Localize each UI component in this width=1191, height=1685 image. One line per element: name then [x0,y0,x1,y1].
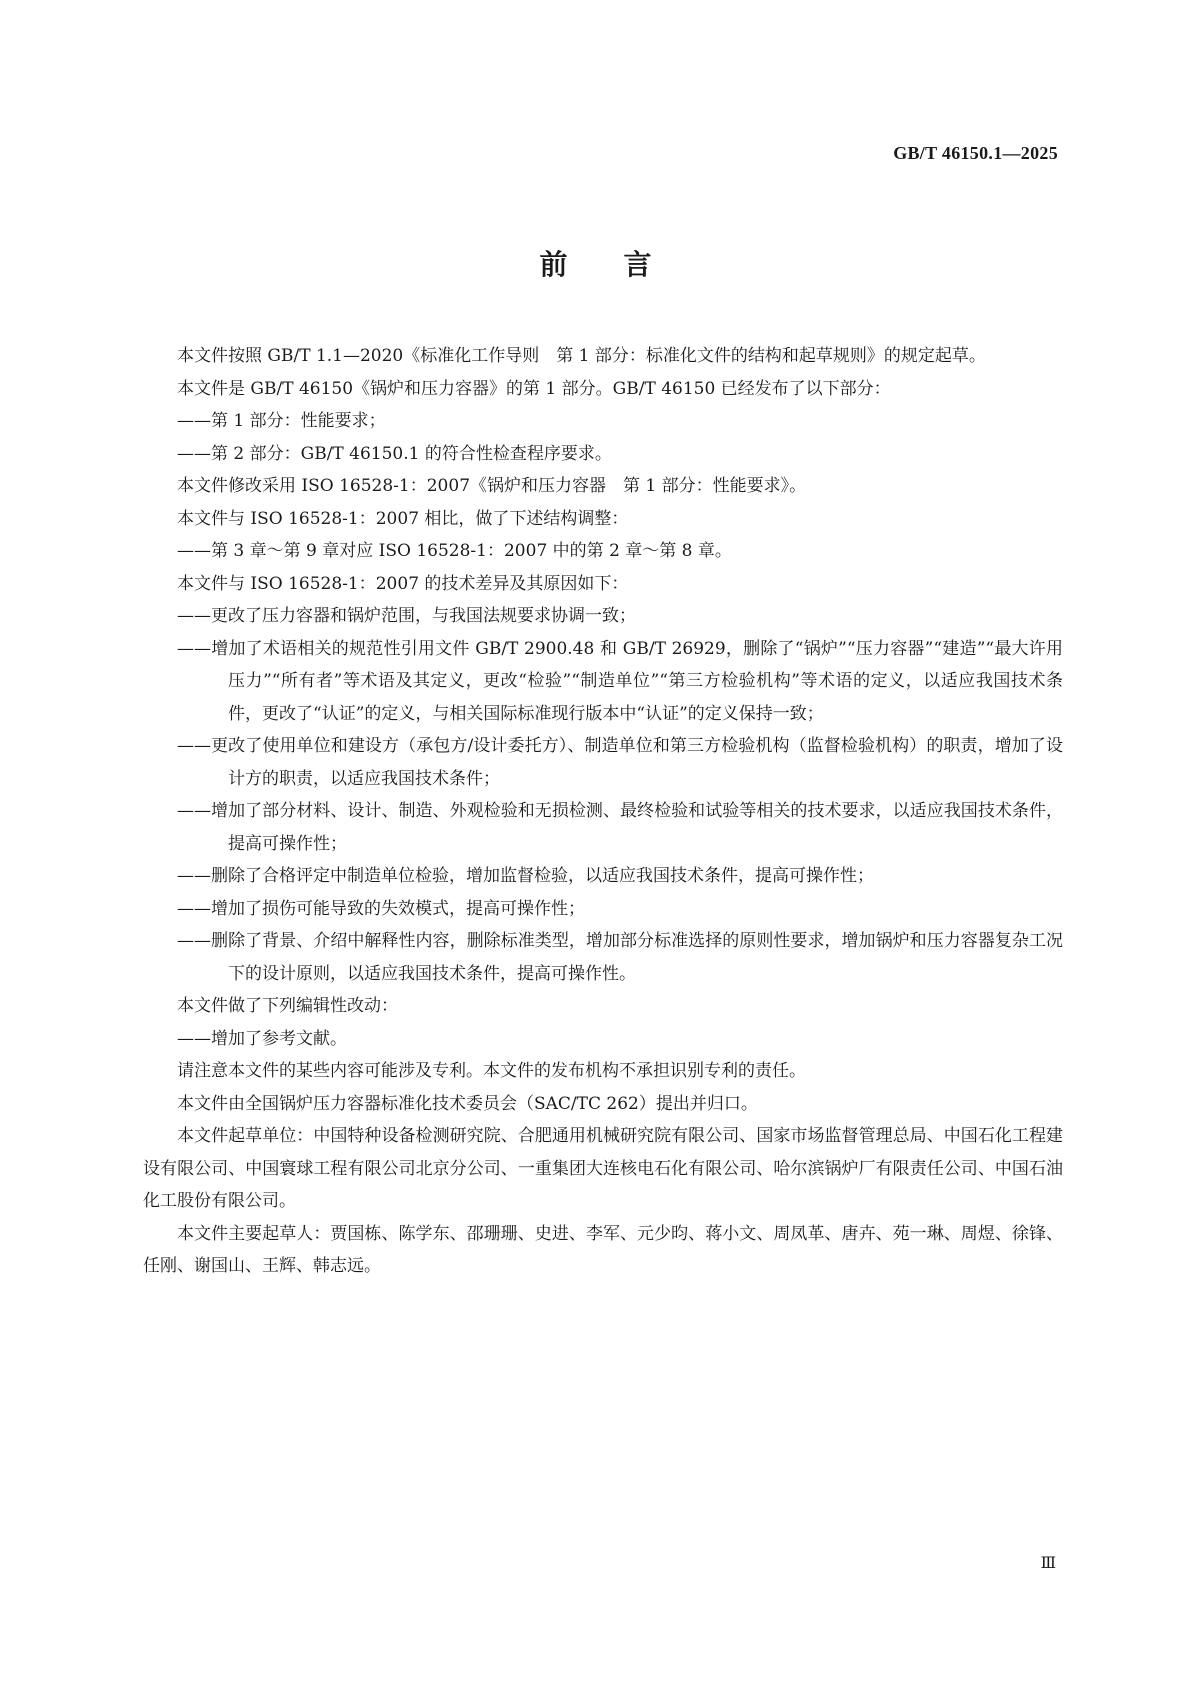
paragraph: 本文件是 GB/T 46150《锅炉和压力容器》的第 1 部分。GB/T 46150 已经发布了以下部分： [177,378,891,399]
paragraph: 本文件按照 GB/T 1.1—2020《标准化工作导则 第 1 部分：标准化文件的结构和起草规则》的规定起草。 [177,346,986,366]
list-item: ——更改了使用单位和建设方（承包方/设计委托方）、制造单位和第三方检验机构（监督检验机构）的职责，增加了设计方的职责，以适应我国技术条件； [177,736,1063,789]
list-item: ——删除了背景、介绍中解释性内容，删除标准类型，增加部分标准选择的原则性要求，增加锅炉和压力容器复杂工况下的设计原则，以适应我国技术条件，提高可操作性。 [177,931,1063,984]
page-title: 前言 [539,248,708,281]
paragraph: 本文件与 ISO 16528-1：2007 相比，做了下述结构调整： [177,508,629,529]
page-number: Ⅲ [1040,1555,1056,1572]
list-item: ——增加了损伤可能导致的失效模式，提高可操作性； [177,898,585,919]
list-item: ——增加了参考文献。 [177,1028,347,1049]
list-item: ——第 1 部分：性能要求； [177,411,386,431]
list-item: ——增加了术语相关的规范性引用文件 GB/T 2900.48 和 GB/T 26929，删除了“锅炉”“压力容器”“建造”“最大许用压力”“所有者”等术语及其定义，更改“检验”“制造单位”“第三方检验机构”等术语的定义，以适应我国技术条件，更改了“认证”的定义，与相关国际标准现行版本中“认证”的定义保持一致； [177,638,1063,724]
paragraph: 本文件做了下列编辑性改动： [177,996,398,1016]
paragraph: 本文件起草单位：中国特种设备检测研究院、合肥通用机械研究院有限公司、国家市场监督管理总局、中国石化工程建设有限公司、中国寰球工程有限公司北京分公司、一重集团大连核电石化有限公司、哈尔滨锅炉厂有限责任公司、中国石油化工股份有限公司。 [143,1126,1063,1211]
paragraph: 本文件修改采用 ISO 16528-1：2007《锅炉和压力容器 第 1 部分：性能要求》。 [177,476,807,496]
list-item: ——更改了压力容器和锅炉范围，与我国法规要求协调一致； [177,606,636,626]
list-item: ——第 3 章～第 9 章对应 ISO 16528-1：2007 中的第 2 章～第 8 章。 [177,541,732,561]
paragraph: 本文件由全国锅炉压力容器标准化技术委员会（SAC/TC 262）提出并归口。 [177,1093,758,1114]
paragraph: 本文件与 ISO 16528-1：2007 的技术差异及其原因如下： [177,573,629,594]
foreword-body [143,340,1063,1283]
list-item: ——删除了合格评定中制造单位检验，增加监督检验，以适应我国技术条件，提高可操作性； [177,866,874,886]
list-item: ——增加了部分材料、设计、制造、外观检验和无损检测、最终检验和试验等相关的技术要求，以适应我国技术条件，提高可操作性； [177,801,1063,854]
list-item: ——第 2 部分：GB/T 46150.1 的符合性检查程序要求。 [177,443,612,464]
paragraph: 本文件主要起草人：贾国栋、陈学东、邵珊珊、史进、李军、元少昀、蒋小文、周凤革、唐卉、苑一琳、周煜、徐锋、任刚、谢国山、王辉、韩志远。 [143,1223,1063,1276]
document-id: GB/T 46150.1—2025 [893,143,1058,163]
paragraph: 请注意本文件的某些内容可能涉及专利。本文件的发布机构不承担识别专利的责任。 [177,1061,806,1081]
